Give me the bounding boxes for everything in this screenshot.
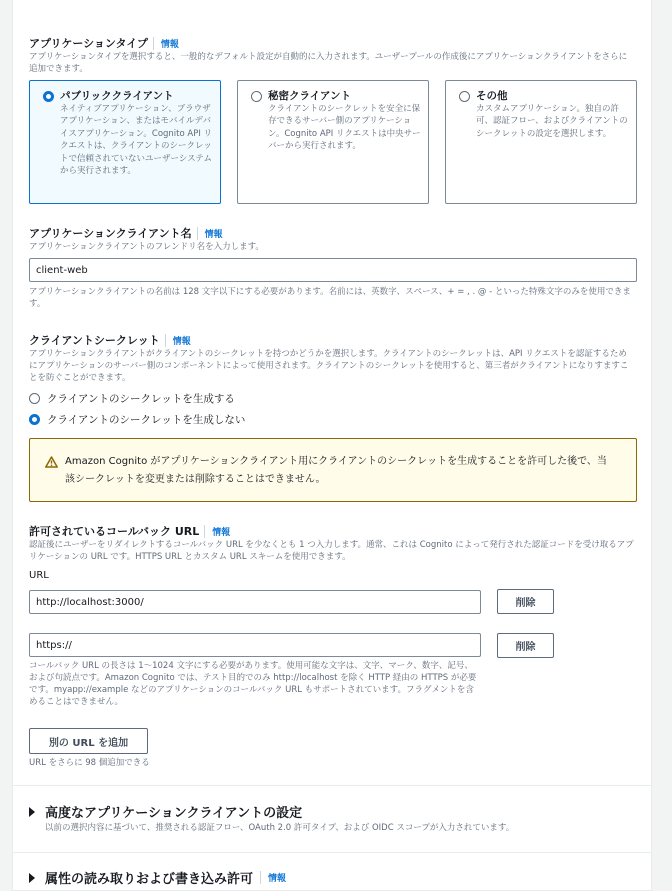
app-type-info-link[interactable]: 情報 (153, 37, 179, 50)
callback-info-link[interactable]: 情報 (204, 525, 230, 538)
client-secret-heading (29, 332, 191, 348)
client-name-label: アプリケーションクライアント名 (29, 227, 192, 240)
attributes-title: 属性の読み取りおよび書き込み許可 (45, 872, 254, 887)
client-secret-info-link[interactable]: 情報 (165, 334, 191, 347)
app-type-other-title: その他 (476, 90, 508, 102)
client-secret-option-no-generate[interactable] (29, 412, 245, 427)
client-name-info-link[interactable]: 情報 (197, 227, 223, 240)
app-type-radio-other[interactable] (459, 91, 470, 102)
app-type-radio-public[interactable] (43, 91, 54, 102)
callback-url-input-1[interactable]: http://localhost:3000/ (29, 590, 481, 614)
remove-url-button-1[interactable]: 削除 (497, 589, 554, 614)
app-type-public-desc: ネイティブアプリケーション、ブラウザアプリケーション、またはモバイルデバイスアプリケーション。Cognito API リクエストは、クライアントのシークレットで信頼されていないユーザーシステムから実行されます。 (60, 104, 213, 177)
app-type-heading (29, 35, 179, 51)
advanced-settings-title: 高度なアプリケーションクライアントの設定 (45, 806, 303, 821)
client-secret-option-generate[interactable] (29, 391, 235, 406)
app-type-confidential-title: 秘密クライアント (268, 90, 351, 102)
section-divider (12, 852, 652, 853)
client-secret-radio-generate[interactable] (29, 393, 40, 404)
app-type-other-desc: カスタムアプリケーション。独自の許可、認証フロー、およびクライアントのシークレットの設定を選択します。 (476, 104, 628, 139)
remove-url-button-2[interactable]: 削除 (497, 633, 554, 658)
client-secret-description: アプリケーションクライアントがクライアントのシークレットを持つかどうかを選択します。クライアントのシークレットは、API リクエストを認証するためにアプリケーションのサーバー側のコンポーネントによって使用されます。クライアントのシークレットを使用すると、第三者がクライアントになりすますことを防ぐことができます。 (29, 349, 629, 383)
advanced-settings-description: 以前の選択内容に基づいて、推奨される認証フロー、OAuth 2.0 許可タイプ、および OIDC スコープが入力されています。 (45, 823, 515, 833)
app-type-card-other[interactable] (445, 80, 637, 204)
client-secret-label: クライアントシークレット (29, 334, 160, 347)
app-type-radio-confidential[interactable] (251, 91, 262, 102)
section-divider (12, 785, 652, 786)
attributes-toggle[interactable] (29, 868, 286, 887)
client-secret-generate-label: クライアントのシークレットを生成する (47, 393, 235, 405)
add-url-button[interactable]: 別の URL を追加 (29, 728, 148, 754)
callback-heading (29, 523, 230, 539)
client-name-description: アプリケーションクライアントのフレンドリ名を入力します。 (29, 242, 264, 252)
callback-label: 許可されているコールバック URL (29, 525, 200, 538)
client-secret-radio-no-generate[interactable] (29, 414, 40, 425)
expand-caret-icon (29, 873, 35, 883)
callback-url-label: URL (29, 570, 49, 581)
app-type-public-title: パブリッククライアント (60, 90, 174, 102)
app-type-card-confidential[interactable] (237, 80, 429, 204)
app-type-confidential-desc: クライアントのシークレットを安全に保存できるサーバー側のアプリケーション。Cognito API リクエストは中央サーバーから実行されます。 (268, 104, 421, 152)
client-secret-no-generate-label: クライアントのシークレットを生成しない (47, 414, 246, 426)
client-secret-warning-alert (29, 438, 637, 502)
client-name-input[interactable]: client-web (29, 258, 637, 282)
client-secret-warning-text: Amazon Cognito がアプリケーションクライアント用にクライアントのシークレットを生成することを許可した後で、当該シークレットを変更または削除することはできません。 (65, 456, 607, 485)
client-name-heading (29, 225, 223, 241)
callback-remaining: URL をさらに 98 個追加できる (29, 758, 150, 768)
app-type-description: アプリケーションタイプを選択すると、一般的なデフォルト設定が自動的に入力されます。ユーザープールの作成後にアプリケーションクライアントをさらに追加できます。 (29, 52, 628, 74)
app-type-label: アプリケーションタイプ (29, 37, 148, 50)
app-type-card-public[interactable] (29, 80, 221, 204)
callback-url-input-2[interactable]: https:// (29, 633, 481, 657)
advanced-settings-toggle[interactable] (29, 802, 302, 821)
attributes-info-link[interactable]: 情報 (260, 871, 286, 884)
warning-icon (45, 456, 58, 468)
callback-description: 認証後にユーザーをリダイレクトするコールバック URL を少なくとも 1 つ入力します。通常、これは Cognito によって発行された認証コードを受け取るアプリケーションの URL です。HTTPS URL とカスタム URL スキームを使用できます。 (29, 540, 634, 562)
client-name-constraint: アプリケーションクライアントの名前は 128 文字以下にする必要があります。名前には、英数字、スペース、+ = , . @ - といった特殊文字のみを使用できます。 (29, 287, 631, 309)
expand-caret-icon (29, 807, 35, 817)
callback-constraint: コールバック URL の長さは 1〜1024 文字にする必要があります。使用可能な文字は、文字、マーク、数字、記号、および句読点です。Amazon Cognito では、テスト目的でのみ http://localhost を除く HTTP 経由の HTTPS が必要です。myapp://example などのアプリケーションのコールバック URL もサポートされています。フラグメントを含めることはできません。 (29, 661, 477, 707)
